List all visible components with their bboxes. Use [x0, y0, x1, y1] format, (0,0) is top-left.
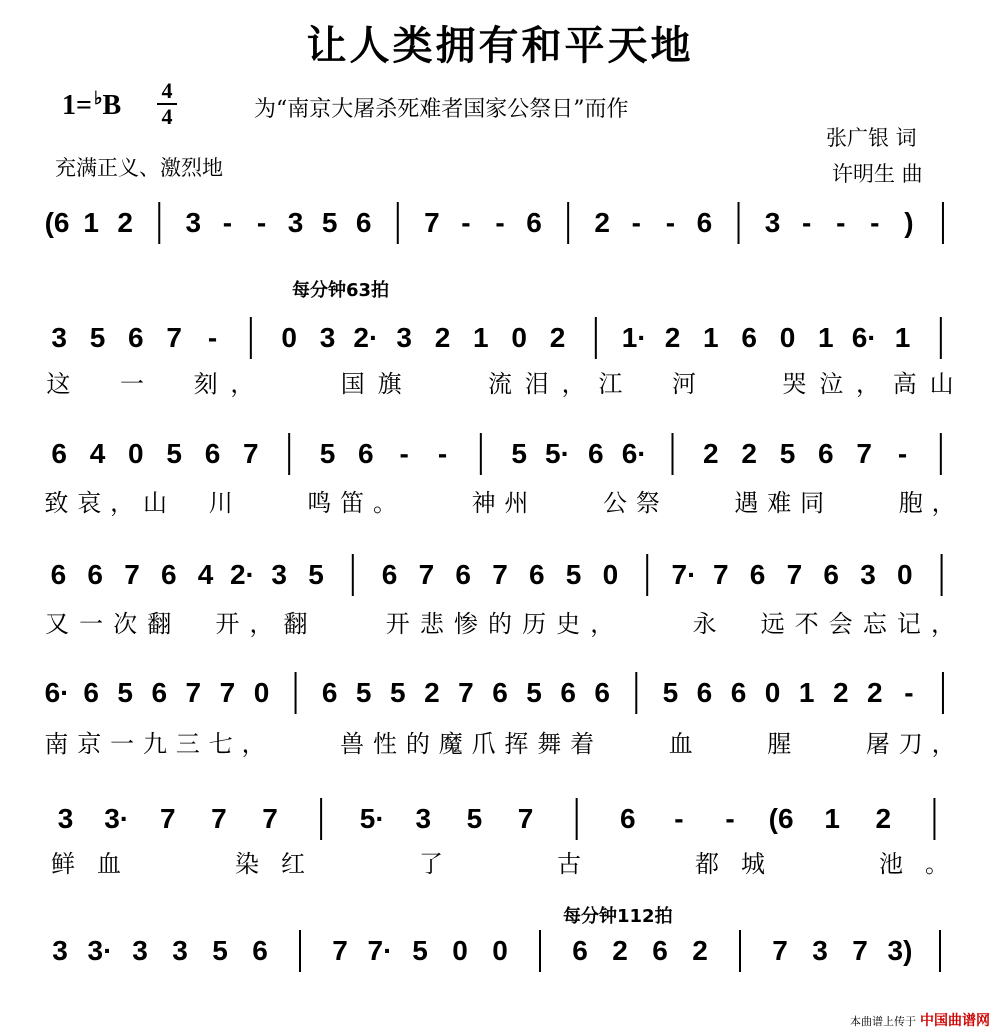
note: 6 — [588, 438, 604, 469]
note: 0 — [511, 322, 527, 353]
note: 7 — [517, 803, 534, 834]
lyric-char: 同 — [800, 489, 825, 517]
note: 7 — [418, 559, 435, 590]
note: 5 — [166, 438, 182, 469]
lyric-char: 七 — [208, 730, 233, 758]
note: 2 — [612, 935, 628, 966]
lyric-char: 历 — [522, 610, 547, 638]
note: 1 — [894, 322, 911, 353]
note: 6 — [741, 322, 757, 353]
lyric-char: 的 — [405, 730, 430, 758]
lyric-char: 泣 — [819, 370, 844, 398]
lyric-char: 永 — [692, 610, 717, 638]
note: 1 — [83, 207, 99, 238]
note: 3 — [52, 935, 68, 966]
key-note: B — [102, 90, 122, 121]
note: 4 — [89, 438, 106, 469]
note: 2 — [692, 935, 708, 966]
lyric-char: 悲 — [419, 610, 444, 638]
composer-credit: 许明生 曲 — [832, 162, 923, 186]
note: 7 — [852, 935, 868, 966]
note: 6 — [619, 803, 636, 834]
lyric-char: ， — [110, 489, 135, 517]
lyric-char: 三 — [175, 730, 200, 758]
note: 5 — [355, 677, 372, 708]
note: 0 — [602, 559, 619, 590]
lyric-char: 这 — [46, 370, 71, 398]
lyric-char: 南 — [44, 730, 69, 758]
note: 7 — [262, 803, 278, 834]
lyric-char: 鲜 — [51, 850, 75, 878]
note: 6 — [252, 935, 268, 966]
lyric-char: 京 — [77, 730, 102, 758]
note: 6 — [818, 438, 834, 469]
lyric-char: 。 — [373, 489, 397, 517]
note: 3 — [132, 935, 148, 966]
note: 6 — [204, 438, 221, 469]
note: 3 — [287, 207, 304, 238]
note: 3 — [185, 207, 202, 238]
note: 6 — [594, 677, 611, 708]
note: 5 — [308, 559, 324, 590]
note: 6 — [823, 559, 839, 590]
note: 2 — [434, 322, 451, 353]
lyric-char: ， — [590, 610, 615, 638]
note: 3 — [271, 559, 287, 590]
lyric-char: 山 — [929, 370, 954, 398]
note: - — [665, 207, 676, 238]
note: - — [725, 803, 735, 834]
lyric-char: 一 — [110, 730, 135, 758]
note: 7 — [458, 677, 474, 708]
note: - — [674, 803, 684, 834]
note: 6· — [621, 438, 647, 469]
lyric-char: 翻 — [283, 610, 308, 638]
lyric-char: 着 — [570, 730, 595, 758]
note: - — [399, 438, 409, 469]
note: 5 — [321, 207, 338, 238]
lyric-char: 会 — [828, 610, 853, 638]
lyric-char: ， — [230, 370, 255, 398]
lyric-char: 次 — [113, 610, 138, 638]
note: - — [495, 207, 505, 238]
lyric-char: 川 — [208, 489, 233, 517]
lyric-char: 流 — [488, 370, 512, 398]
lyric-char: 难 — [767, 489, 792, 517]
footer-text: 本曲谱上传于 — [850, 1015, 916, 1028]
note: 7 — [492, 559, 508, 590]
note: 6 — [355, 207, 372, 238]
lyric-char: 翻 — [147, 610, 172, 638]
lyric-char: 公 — [603, 489, 627, 517]
note: 7 — [166, 322, 182, 353]
lyric-char: 一 — [79, 610, 104, 638]
lyric-char: 挥 — [504, 730, 529, 758]
lyric-char: ， — [931, 489, 956, 517]
note: 7 — [219, 677, 236, 708]
lyric-char: 遇 — [734, 489, 759, 517]
note: - — [836, 207, 846, 238]
note: 2 — [424, 677, 440, 708]
note: 3 — [812, 935, 828, 966]
note: 3 — [415, 803, 432, 834]
note: 5 — [779, 438, 796, 469]
note: 0 — [452, 935, 468, 966]
lyric-char: 池 — [879, 850, 903, 878]
lyric-char: ， — [241, 730, 266, 758]
lyric-char: 河 — [672, 370, 696, 398]
note: 7 — [772, 935, 788, 966]
note: 7 — [713, 559, 729, 590]
lyric-char: 开 — [385, 610, 410, 638]
lyric-char: ， — [249, 610, 274, 638]
note: - — [256, 207, 267, 238]
lyric-char: 不 — [794, 610, 819, 638]
note: 3 — [860, 559, 876, 590]
note: 7 — [159, 803, 176, 834]
note: 7 — [211, 803, 227, 834]
lyric-char: ， — [856, 370, 880, 398]
footer-brand: 中国曲谱网 — [920, 1013, 990, 1029]
note: 4 — [197, 559, 214, 590]
note: 0 — [779, 322, 796, 353]
note: 2 — [549, 322, 566, 353]
note: 0 — [128, 438, 144, 469]
note: 7 — [856, 438, 872, 469]
note: 3 — [57, 803, 74, 834]
note: 5 — [662, 677, 679, 708]
lyric-char: 记 — [896, 610, 921, 638]
lyric-char: 。 — [925, 850, 949, 878]
note: 5 — [212, 935, 228, 966]
note: 6 — [151, 677, 168, 708]
note: 6 — [526, 207, 542, 238]
note: 6 — [572, 935, 588, 966]
lyric-char: 高 — [892, 370, 917, 398]
note: 5 — [117, 677, 133, 708]
lyric-char: 鸣 — [307, 489, 332, 517]
note: 6 — [696, 207, 713, 238]
note: 5 — [389, 677, 406, 708]
note: 2· — [353, 322, 379, 353]
note: 3 — [764, 207, 781, 238]
note: 3· — [104, 803, 130, 834]
note: 6 — [529, 559, 545, 590]
note: 2 — [867, 677, 883, 708]
note: 6 — [492, 677, 508, 708]
note: 6 — [51, 438, 67, 469]
note: 0 — [764, 677, 781, 708]
lyric-char: 腥 — [767, 730, 792, 758]
lyric-char: 山 — [143, 489, 167, 517]
note: 7 — [124, 559, 140, 590]
note: 6 — [83, 677, 99, 708]
lyric-char: 的 — [488, 610, 512, 638]
lyric-char: 都 — [695, 850, 719, 878]
note: 0 — [492, 935, 508, 966]
note: 5 — [89, 322, 106, 353]
lyric-char: 刻 — [193, 370, 218, 398]
note: 1 — [703, 322, 719, 353]
note: 7 — [786, 559, 803, 590]
lyric-char: 九 — [143, 730, 167, 758]
note: 2 — [664, 322, 681, 353]
lyric-char: 舞 — [537, 730, 562, 758]
note: 6 — [161, 559, 177, 590]
lyric-char: 又 — [45, 610, 70, 638]
note: 2 — [832, 677, 849, 708]
lyric-char: 性 — [373, 730, 397, 758]
lyric-char: 了 — [419, 850, 443, 878]
key-prefix: 1= — [62, 90, 92, 121]
lyric-char: 州 — [504, 489, 529, 517]
tempo-mark-112: 每分钟112拍 — [563, 906, 673, 927]
note: (6 — [768, 803, 794, 834]
lyric-char: 旗 — [377, 370, 402, 398]
lyric-char: 国 — [340, 370, 365, 398]
note: 1 — [798, 677, 815, 708]
lyric-char: ， — [930, 610, 955, 638]
lyric-char: 祭 — [635, 489, 660, 517]
note: 6 — [749, 559, 766, 590]
note: 2 — [875, 803, 892, 834]
lyric-char: 红 — [281, 850, 305, 878]
lyric-char: ， — [931, 730, 956, 758]
note: 1 — [473, 322, 489, 353]
flat-symbol: ♭ — [93, 88, 103, 108]
note: 6 — [455, 559, 471, 590]
note: 1 — [818, 322, 834, 353]
note: - — [802, 207, 812, 238]
note: 6 — [652, 935, 668, 966]
note: 2 — [703, 438, 719, 469]
note: - — [904, 677, 914, 708]
note: 7 — [424, 207, 440, 238]
note: 2· — [229, 559, 255, 590]
note: 6· — [851, 322, 877, 353]
note: - — [870, 207, 880, 238]
note: 7 — [243, 438, 259, 469]
note: 5 — [412, 935, 428, 966]
lyric-char: 史 — [556, 610, 581, 638]
lyric-char: 泪 — [524, 370, 549, 398]
lyric-char: 开 — [215, 610, 240, 638]
note: 3 — [396, 322, 412, 353]
lyric-char: 忘 — [862, 610, 887, 638]
footer-credit — [850, 1010, 990, 1030]
note: 3) — [887, 935, 913, 966]
lyric-char: 远 — [760, 610, 785, 638]
note: 2 — [594, 207, 611, 238]
tempo-mark-63: 每分钟63拍 — [292, 280, 390, 301]
note: 7 — [332, 935, 348, 966]
lyric-char: 刀 — [898, 730, 923, 758]
note: 7 — [185, 677, 202, 708]
lyric-char: 致 — [44, 489, 69, 517]
lyric-char: 神 — [471, 489, 496, 517]
lyric-char: 一 — [120, 370, 144, 398]
note: - — [631, 207, 641, 238]
lyric-char: 魔 — [438, 730, 463, 758]
note: 5 — [319, 438, 336, 469]
lyric-char: 染 — [235, 850, 259, 878]
note: (6 — [44, 207, 70, 238]
lyric-char: 惨 — [453, 610, 478, 638]
note: 6 — [321, 677, 338, 708]
note: - — [897, 438, 908, 469]
note: 3 — [172, 935, 188, 966]
note: 6 — [381, 559, 398, 590]
lyric-char: 哭 — [782, 370, 807, 398]
note: 6 — [50, 559, 67, 590]
lyric-char: 血 — [97, 850, 121, 878]
lyric-char: 江 — [598, 370, 623, 398]
note: 6· — [44, 677, 70, 708]
lyric-char: 笛 — [340, 489, 365, 517]
time-signature-top: 4 — [161, 78, 173, 103]
note: 0 — [281, 322, 297, 353]
note: 6 — [358, 438, 374, 469]
note: 3 — [51, 322, 67, 353]
note: 5· — [359, 803, 385, 834]
note: ) — [904, 207, 914, 238]
time-signature-bottom: 4 — [161, 104, 173, 129]
note: 5· — [545, 438, 570, 469]
lyricist-credit: 张广银 词 — [826, 126, 917, 150]
note: 6 — [560, 677, 576, 708]
song-title: 让人类拥有和平天地 — [306, 22, 694, 69]
note: 5 — [511, 438, 527, 469]
dedication-subtitle: 为“南京大屠杀死难者国家公祭日”而作 — [254, 97, 629, 122]
note: 2 — [741, 438, 757, 469]
lyric-char: 胞 — [898, 489, 923, 517]
note: 6 — [696, 677, 713, 708]
lyric-char: 爪 — [471, 730, 496, 758]
note: 1· — [621, 322, 647, 353]
note: 6 — [730, 677, 747, 708]
note: 5 — [526, 677, 542, 708]
lyric-char: ， — [561, 370, 586, 398]
note: 7· — [671, 559, 697, 590]
note: 6 — [128, 322, 144, 353]
note: 0 — [253, 677, 270, 708]
note: 2 — [117, 207, 133, 238]
note: - — [207, 322, 218, 353]
note: - — [437, 438, 448, 469]
note: 3· — [87, 935, 113, 966]
lyric-char: 血 — [668, 730, 693, 758]
lyric-char: 城 — [741, 850, 765, 878]
note: 0 — [897, 559, 913, 590]
note: - — [222, 207, 233, 238]
lyric-char: 屠 — [865, 730, 890, 758]
note: 3 — [319, 322, 336, 353]
note: - — [461, 207, 471, 238]
lyric-char: 古 — [557, 850, 581, 878]
note: 6 — [87, 559, 103, 590]
note: 5 — [565, 559, 582, 590]
lyric-char: 哀 — [77, 489, 102, 517]
note: 1 — [824, 803, 841, 834]
lyric-char: 兽 — [340, 730, 365, 758]
note: 5 — [466, 803, 483, 834]
note: 7· — [367, 935, 393, 966]
expression-mark: 充满正义、激烈地 — [55, 156, 223, 180]
